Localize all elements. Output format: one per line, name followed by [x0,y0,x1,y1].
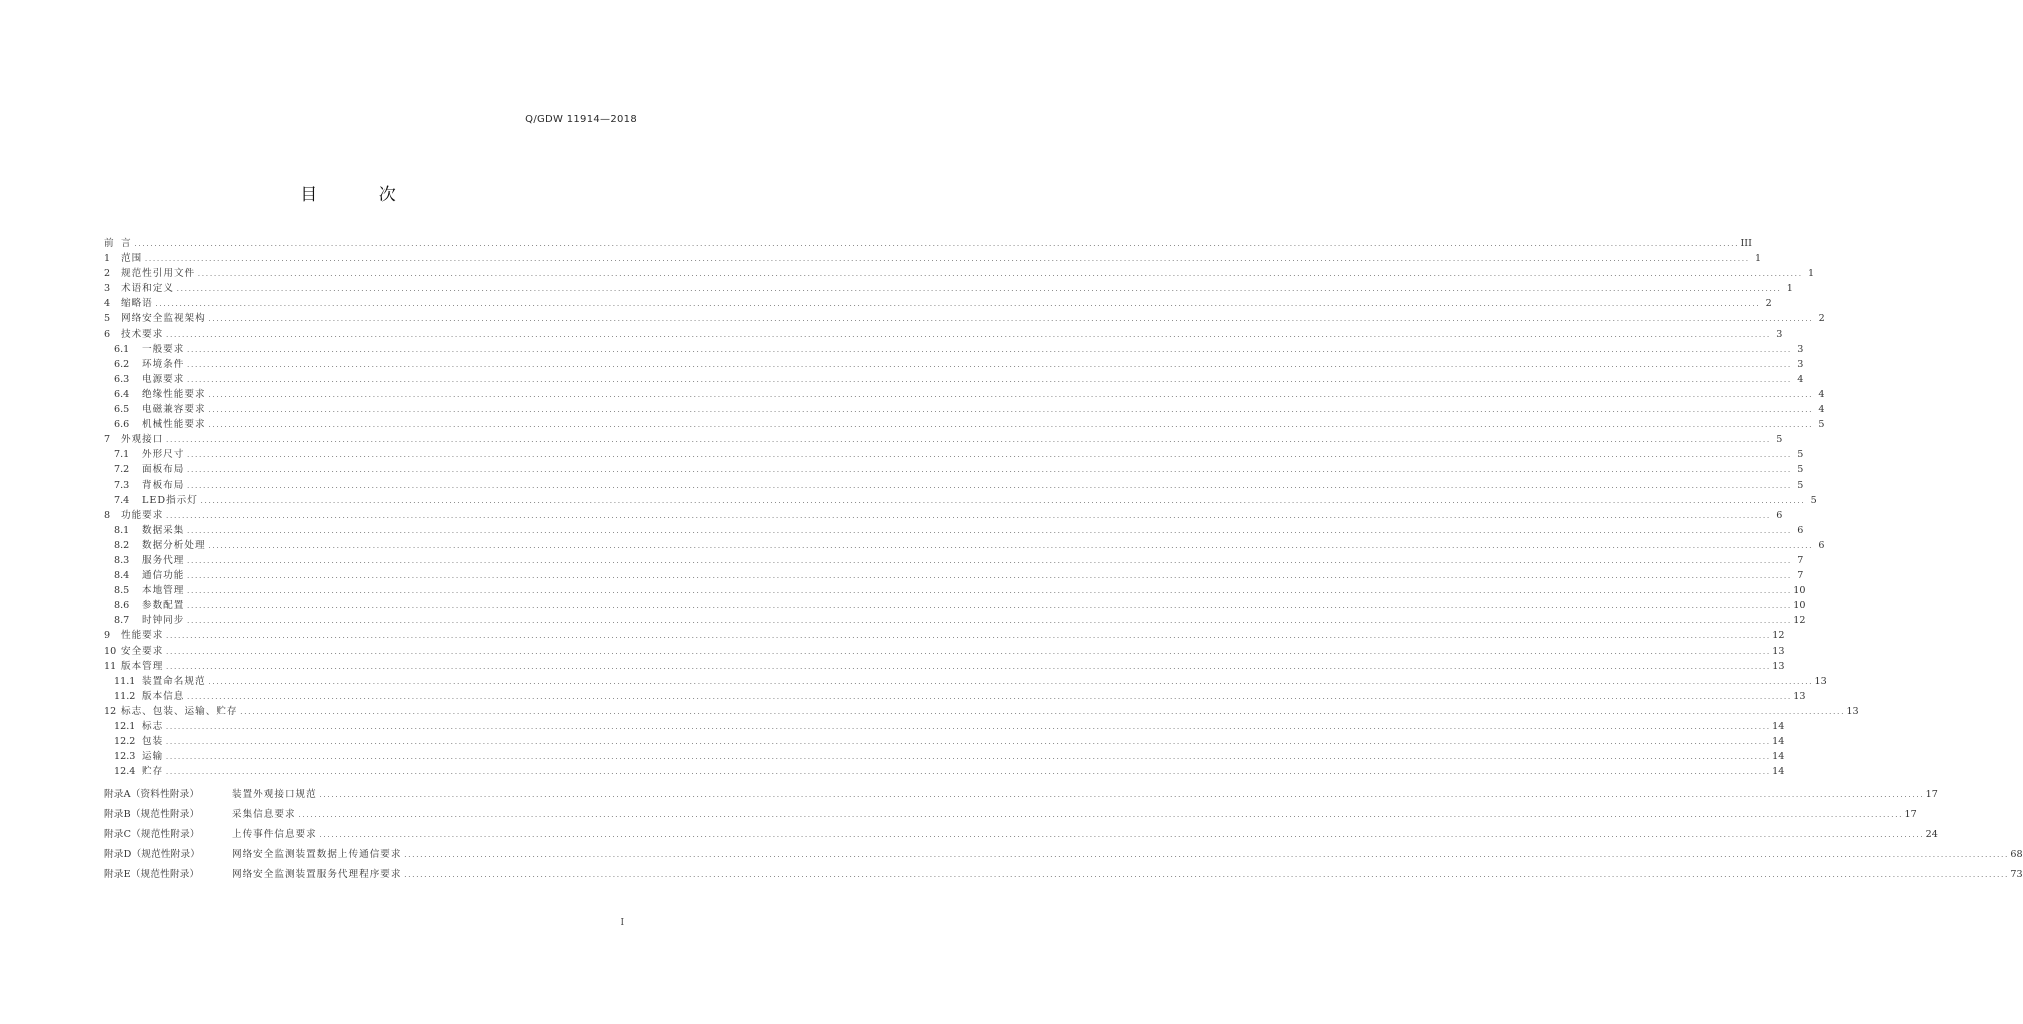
toc-page-number: 14 [1772,721,1785,732]
toc-leader-dots: ................................................................................................................................................................................................................................................................................................................................................................................................................ [186,527,1792,535]
toc-entry-number: 9 [104,630,111,642]
toc-entry[interactable] [104,402,1825,417]
toc-leader-dots: ................................................................................................................................................................................................................................................................................................................................................................................................................ [165,769,1771,777]
toc-entry[interactable] [104,845,2023,865]
toc-entry-number: 6.6 [114,419,130,431]
toc-appendix-label: 附录A（资料性附录） [104,789,200,801]
toc-leader-dots: ................................................................................................................................................................................................................................................................................................................................................................................................................ [197,271,1803,279]
toc-entry[interactable] [104,659,1785,674]
toc-leader-dots: ................................................................................................................................................................................................................................................................................................................................................................................................................ [186,361,1792,369]
toc-page-number: 6 [1797,524,1804,536]
toc-page-number: 6 [1776,509,1783,521]
toc-leader-dots: ................................................................................................................................................................................................................................................................................................................................................................................................................ [165,648,1771,656]
toc-entry-title: 采集信息要求 [232,809,296,821]
toc-entry[interactable] [104,865,2023,885]
toc-page-number: 12 [1793,615,1806,627]
toc-leader-dots: ................................................................................................................................................................................................................................................................................................................................................................................................................ [144,256,1750,264]
toc-entry-number: 12.3 [114,751,136,763]
toc-appendix-label: 附录C（规范性附录） [104,829,200,841]
toc-entry-title: 一般要求 [142,343,185,355]
toc-entry[interactable] [104,493,1817,508]
toc-entry-title: 技术要求 [121,328,164,340]
toc-entry-number: 8 [104,509,111,521]
toc-entry-number: 5 [104,313,111,325]
toc-entry-number: 6 [104,328,111,340]
toc-entry[interactable] [104,785,1938,805]
toc-entry-number: 2 [104,268,111,280]
toc-entry-number: 6.2 [114,358,130,370]
toc-entry[interactable] [104,508,1783,523]
toc-entry-title: 绝缘性能要求 [142,388,206,400]
toc-entry-title: 安全要求 [121,645,164,657]
toc-leader-dots: ................................................................................................................................................................................................................................................................................................................................................................................................................ [297,812,1903,820]
toc-entry-title: 版本信息 [142,690,185,702]
toc-entry-number: 1 [104,253,111,265]
toc-leader-dots: ................................................................................................................................................................................................................................................................................................................................................................................................................ [403,852,2009,860]
toc-page-number: 5 [1797,449,1804,461]
toc-entry-number: 11.2 [114,690,136,702]
toc-page-number: 5 [1810,494,1817,506]
toc-entry-number: 6.1 [114,343,130,355]
toc-entry-title: 缩略语 [121,298,153,310]
toc-entry-number: 3 [104,283,111,295]
toc-entry-number: 6.4 [114,388,130,400]
toc-entry[interactable] [104,644,1785,659]
toc-leader-dots: ................................................................................................................................................................................................................................................................................................................................................................................................................ [186,557,1792,565]
toc-leader-dots: ................................................................................................................................................................................................................................................................................................................................................................................................................ [318,832,1924,840]
toc-leader-dots: ................................................................................................................................................................................................................................................................................................................................................................................................................ [186,618,1792,626]
toc-entry-title: 上传事件信息要求 [232,829,317,841]
toc-page-number: 1 [1786,283,1793,295]
toc-entry-title: 运输 [142,751,164,763]
toc-leader-dots: ................................................................................................................................................................................................................................................................................................................................................................................................................ [207,422,1813,430]
toc-entry[interactable] [104,417,1825,432]
toc-entry-title: 本地管理 [142,585,185,597]
toc-entry-title: 术语和定义 [121,283,174,295]
toc-entry-number: 7.2 [114,464,130,476]
toc-page-number: 5 [1797,479,1804,491]
toc-appendix-label: 附录E（规范性附录） [104,869,200,881]
toc-page-number: 5 [1818,419,1825,431]
toc-entry-title: LED指示灯 [142,494,198,506]
toc-entry[interactable] [104,825,1938,845]
toc-entry[interactable] [104,749,1785,764]
toc-entry-number: 7.1 [114,449,130,461]
toc-appendix-label: 附录D（规范性附录） [104,849,201,861]
toc-leader-dots: ................................................................................................................................................................................................................................................................................................................................................................................................................ [239,708,1845,716]
toc-entry[interactable] [104,447,1804,462]
toc-entry[interactable] [104,266,1815,281]
toc-leader-dots: ................................................................................................................................................................................................................................................................................................................................................................................................................ [165,663,1771,671]
toc-entry-title: 电磁兼容要求 [142,404,206,416]
toc-page-number: 73 [2010,869,2023,881]
toc-entry-title: 性能要求 [121,630,164,642]
toc-page-number: 4 [1818,388,1825,400]
toc-page-number: 13 [1772,645,1785,657]
toc-leader-dots: ................................................................................................................................................................................................................................................................................................................................................................................................................ [207,678,1813,686]
toc-page-number: 14 [1772,766,1785,778]
toc-entry-number: 4 [104,298,111,310]
toc-page-number: 17 [1904,809,1917,821]
toc-page-number: 4 [1797,373,1804,385]
toc-entry[interactable] [104,719,1785,734]
toc-page-number: 6 [1818,539,1825,551]
toc-entry-number: 12.2 [114,736,136,748]
toc-entry-number: 8.6 [114,600,130,612]
toc-leader-dots: ................................................................................................................................................................................................................................................................................................................................................................................................................ [133,241,1739,248]
toc-entry-title: 电源要求 [142,373,185,385]
toc-entry-number: 11 [104,660,117,672]
toc-entry-title: 网络安全监测装置数据上传通信要求 [232,849,402,861]
toc-leader-dots: ................................................................................................................................................................................................................................................................................................................................................................................................................ [207,316,1813,324]
toc-page-number: 12 [1772,630,1785,642]
toc-appendix-label: 附录B（规范性附录） [104,809,200,821]
toc-entry-title: 外形尺寸 [142,449,185,461]
toc-page-number: 17 [1925,789,1938,801]
toc-entry-number: 12.1 [114,721,136,732]
document-code: Q/GDW 11914—2018 [525,114,637,125]
toc-entry-number: 10 [104,645,117,657]
toc-page-number: 2 [1765,298,1772,310]
toc-leader-dots: ................................................................................................................................................................................................................................................................................................................................................................................................................ [165,754,1771,762]
toc-leader-dots: ................................................................................................................................................................................................................................................................................................................................................................................................................ [186,467,1792,475]
toc-page-number: 2 [1818,313,1825,325]
toc-leader-dots: ................................................................................................................................................................................................................................................................................................................................................................................................................ [186,588,1792,596]
toc-entry[interactable] [104,387,1825,402]
toc-entry-number: 前 [104,238,114,249]
toc-page-number: 1 [1807,268,1815,280]
toc-entry[interactable] [104,478,1804,493]
toc-entry-number: 12.4 [114,766,136,778]
toc-entry[interactable] [104,674,1827,689]
toc-entry-title: 标志 [142,721,164,732]
toc-page-number: 10 [1793,585,1806,597]
toc-page-number: 7 [1797,554,1804,566]
toc-entry-title: 功能要求 [121,509,164,521]
toc-leader-dots: ................................................................................................................................................................................................................................................................................................................................................................................................................ [186,376,1792,384]
toc-page-number: 10 [1793,600,1806,612]
toc-page-number: 3 [1797,343,1804,355]
toc-leader-dots: ................................................................................................................................................................................................................................................................................................................................................................................................................ [186,482,1792,490]
toc-leader-dots: ................................................................................................................................................................................................................................................................................................................................................................................................................ [207,391,1813,399]
toc-page-number: 68 [2010,849,2023,861]
toc-entry[interactable] [104,583,1806,598]
toc-page-number: 13 [1814,675,1827,687]
toc-entry-title: 环境条件 [142,358,185,370]
toc-entry-title: 数据采集 [142,524,185,536]
toc-entry-number: 8.3 [114,554,130,566]
toc-leader-dots: ................................................................................................................................................................................................................................................................................................................................................................................................................ [165,512,1771,520]
toc-entry[interactable] [104,236,1752,251]
toc-entry[interactable] [104,251,1762,266]
toc-page-number: 13 [1772,660,1785,672]
toc-leader-dots: ................................................................................................................................................................................................................................................................................................................................................................................................................ [175,286,1781,294]
toc-leader-dots: ................................................................................................................................................................................................................................................................................................................................................................................................................ [154,301,1760,309]
toc-entry-title: 装置命名规范 [142,675,206,687]
toc-entry-title: 版本管理 [121,660,164,672]
toc-entry[interactable] [104,462,1804,477]
toc-entry-number: 6.3 [114,373,130,385]
toc-entry-title: 通信功能 [142,570,185,582]
toc-leader-dots: ................................................................................................................................................................................................................................................................................................................................................................................................................ [186,573,1792,581]
toc-entry-title: 言 [121,238,132,249]
toc-leader-dots: ................................................................................................................................................................................................................................................................................................................................................................................................................ [207,542,1813,550]
toc-page-number: 3 [1776,328,1783,340]
toc-title: 目 次 [300,185,424,205]
toc-entry-number: 7.4 [114,494,130,506]
toc-page-number: 14 [1772,751,1785,763]
toc-page-number: 13 [1793,690,1806,702]
toc-leader-dots: ................................................................................................................................................................................................................................................................................................................................................................................................................ [186,603,1792,611]
toc-entry-title: 规范性引用文件 [121,268,196,280]
toc-page-number: 24 [1925,829,1938,841]
toc-leader-dots: ................................................................................................................................................................................................................................................................................................................................................................................................................ [165,633,1771,641]
toc-entry[interactable] [104,805,1917,825]
toc-leader-dots: ................................................................................................................................................................................................................................................................................................................................................................................................................ [186,452,1792,460]
toc-leader-dots: ................................................................................................................................................................................................................................................................................................................................................................................................................ [318,792,1924,800]
toc-leader-dots: ................................................................................................................................................................................................................................................................................................................................................................................................................ [165,724,1771,731]
toc-entry[interactable] [104,432,1783,447]
toc-entry[interactable] [104,764,1785,779]
toc-entry-title: 装置外观接口规范 [232,789,317,801]
toc-leader-dots: ................................................................................................................................................................................................................................................................................................................................................................................................................ [403,872,2009,880]
toc-entry-title: 外观接口 [121,434,164,446]
toc-entry-number: 8.2 [114,539,130,551]
toc-leader-dots: ................................................................................................................................................................................................................................................................................................................................................................................................................ [165,331,1771,339]
toc-entry-number: 11.1 [114,675,136,687]
toc-entry-number: 8.7 [114,615,130,627]
toc-page-number: 3 [1797,358,1804,370]
toc-entry[interactable] [104,628,1785,643]
toc-entry[interactable] [104,538,1825,553]
toc-entry[interactable] [104,342,1804,357]
toc-entry[interactable] [104,296,1772,311]
toc-entry-title: 机械性能要求 [142,419,206,431]
table-of-contents [104,236,2023,885]
toc-entry-title: 网络安全监视架构 [121,313,206,325]
toc-entry[interactable] [104,704,1859,719]
toc-page-number: 13 [1846,705,1859,717]
toc-entry[interactable] [104,568,1804,583]
toc-entry-title: 时钟同步 [142,615,185,627]
toc-entry[interactable] [104,613,1806,628]
toc-entry-title: 网络安全监测装置服务代理程序要求 [232,869,402,881]
toc-leader-dots: ................................................................................................................................................................................................................................................................................................................................................................................................................ [186,346,1792,354]
toc-entry-title: 背板布局 [142,479,185,491]
toc-page-number: 4 [1818,404,1825,416]
toc-entry-title: 范围 [121,253,143,265]
toc-leader-dots: ................................................................................................................................................................................................................................................................................................................................................................................................................ [165,437,1771,445]
toc-entry[interactable] [104,523,1804,538]
toc-entry-number: 6.5 [114,404,130,416]
toc-entry[interactable] [104,281,1793,296]
toc-entry-number: 8.5 [114,585,130,597]
toc-entry-title: 参数配置 [142,600,185,612]
toc-leader-dots: ................................................................................................................................................................................................................................................................................................................................................................................................................ [199,497,1805,505]
toc-leader-dots: ................................................................................................................................................................................................................................................................................................................................................................................................................ [186,693,1792,701]
toc-page-number: 7 [1797,570,1804,582]
toc-entry-number: 7 [104,434,111,446]
toc-page-number: 5 [1776,434,1783,446]
toc-entry[interactable] [104,357,1804,372]
toc-entry-number: 12 [104,705,117,717]
toc-entry-title: 标志、包装、运输、贮存 [121,705,238,717]
toc-entry-number: 7.3 [114,479,130,491]
toc-entry-number: 8.4 [114,570,130,582]
toc-entry-title: 包装 [142,736,164,748]
toc-entry-title: 面板布局 [142,464,185,476]
toc-entry-title: 数据分析处理 [142,539,206,551]
toc-entry[interactable] [104,372,1804,387]
toc-entry[interactable] [104,553,1804,568]
toc-entry[interactable] [104,689,1806,704]
toc-page-number: III [1740,238,1752,249]
toc-entry-title: 贮存 [142,766,164,778]
toc-entry-number: 8.1 [114,524,130,536]
toc-entry[interactable] [104,327,1783,342]
toc-entry-title: 服务代理 [142,554,185,566]
page-number: I [620,918,624,928]
toc-entry[interactable] [104,311,1825,326]
toc-leader-dots: ................................................................................................................................................................................................................................................................................................................................................................................................................ [207,407,1813,415]
toc-leader-dots: ................................................................................................................................................................................................................................................................................................................................................................................................................ [165,739,1771,747]
toc-page-number: 5 [1797,464,1804,476]
toc-page-number: 1 [1755,253,1762,265]
toc-page-number: 14 [1772,736,1785,748]
toc-entry[interactable] [104,734,1785,749]
toc-entry[interactable] [104,598,1806,613]
